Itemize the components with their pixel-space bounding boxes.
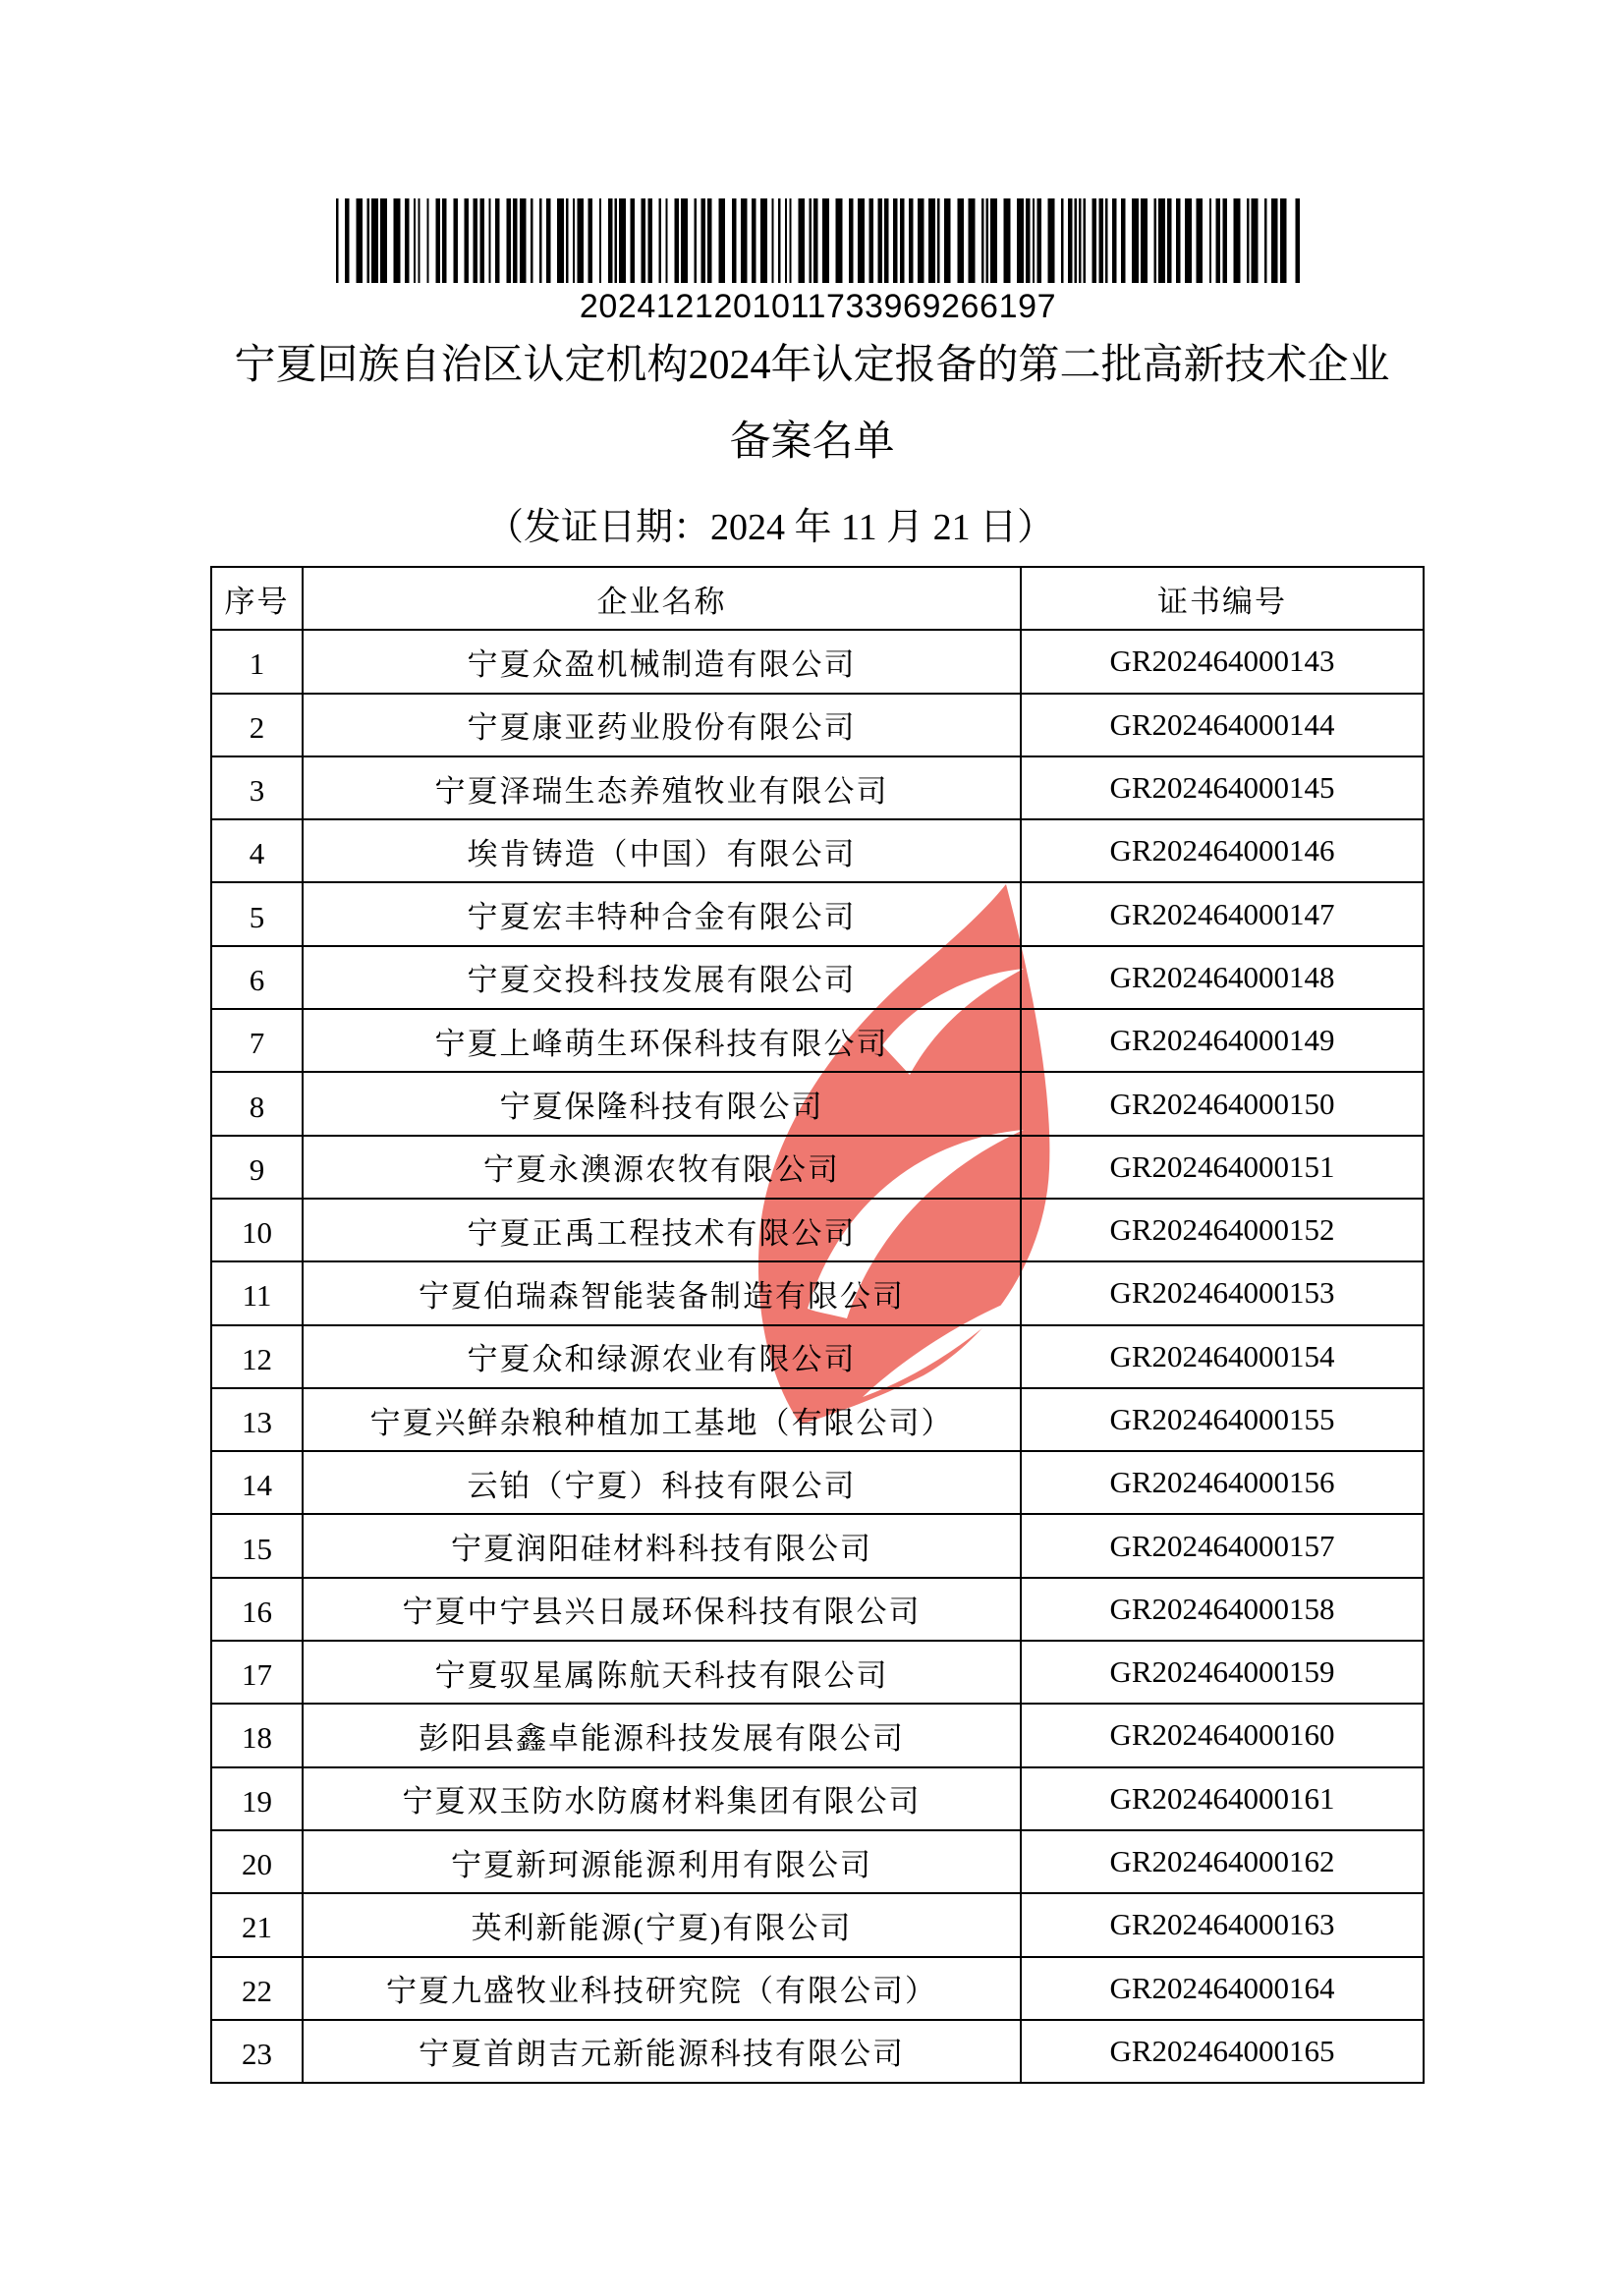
serial-number-cell: 18 <box>211 1704 303 1766</box>
barcode-number: 2024121201011733969266197 <box>579 288 1057 325</box>
table-row <box>211 2020 1424 2083</box>
enterprise-name-cell: 宁夏首朗吉元新能源科技有限公司 <box>303 2020 1021 2083</box>
table-row <box>211 1767 1424 1830</box>
table-row <box>211 819 1424 882</box>
certificate-number-cell: GR202464000162 <box>1021 1830 1424 1893</box>
header-enterprise-name: 企业名称 <box>303 567 1021 630</box>
table-row <box>211 946 1424 1009</box>
table-row <box>211 1009 1424 1072</box>
serial-number-cell: 10 <box>211 1199 303 1261</box>
certificate-number-cell: GR202464000161 <box>1021 1767 1424 1830</box>
serial-number-cell: 1 <box>211 630 303 693</box>
serial-number-cell: 19 <box>211 1767 303 1830</box>
table-row <box>211 1199 1424 1261</box>
enterprise-name-cell: 宁夏新珂源能源利用有限公司 <box>303 1830 1021 1893</box>
table-row <box>211 1261 1424 1324</box>
serial-number-cell: 13 <box>211 1388 303 1451</box>
header-serial-number: 序号 <box>211 567 303 630</box>
enterprise-name-cell: 宁夏双玉防水防腐材料集团有限公司 <box>303 1767 1021 1830</box>
enterprise-name-cell: 彭阳县鑫卓能源科技发展有限公司 <box>303 1704 1021 1766</box>
issue-date: （发证日期：2024 年 11 月 21 日） <box>486 507 1055 548</box>
serial-number-cell: 4 <box>211 819 303 882</box>
serial-number-cell: 8 <box>211 1072 303 1135</box>
serial-number-cell: 21 <box>211 1893 303 1956</box>
enterprise-name-cell: 宁夏泽瑞生态养殖牧业有限公司 <box>303 756 1021 819</box>
table-row <box>211 1893 1424 1956</box>
table-row <box>211 1136 1424 1199</box>
table-row <box>211 1451 1424 1514</box>
certificate-number-cell: GR202464000155 <box>1021 1388 1424 1451</box>
table-row <box>211 1830 1424 1893</box>
serial-number-cell: 22 <box>211 1957 303 2020</box>
certificate-number-cell: GR202464000143 <box>1021 630 1424 693</box>
certificate-number-cell: GR202464000159 <box>1021 1641 1424 1704</box>
enterprise-name-cell: 云铂（宁夏）科技有限公司 <box>303 1451 1021 1514</box>
certificate-number-cell: GR202464000151 <box>1021 1136 1424 1199</box>
enterprise-name-cell: 英利新能源(宁夏)有限公司 <box>303 1893 1021 1956</box>
table-row <box>211 1641 1424 1704</box>
enterprise-name-cell: 宁夏保隆科技有限公司 <box>303 1072 1021 1135</box>
serial-number-cell: 14 <box>211 1451 303 1514</box>
enterprise-name-cell: 宁夏交投科技发展有限公司 <box>303 946 1021 1009</box>
serial-number-cell: 2 <box>211 694 303 756</box>
table-row <box>211 756 1424 819</box>
serial-number-cell: 7 <box>211 1009 303 1072</box>
barcode-icon <box>336 198 1300 283</box>
certificate-number-cell: GR202464000147 <box>1021 882 1424 945</box>
serial-number-cell: 11 <box>211 1261 303 1324</box>
table-header-row <box>211 567 1424 630</box>
table-row <box>211 630 1424 693</box>
certificate-number-cell: GR202464000144 <box>1021 694 1424 756</box>
certificate-number-cell: GR202464000152 <box>1021 1199 1424 1261</box>
table-row <box>211 1514 1424 1577</box>
enterprise-name-cell: 宁夏上峰萌生环保科技有限公司 <box>303 1009 1021 1072</box>
enterprise-name-cell: 宁夏驭星属陈航天科技有限公司 <box>303 1641 1021 1704</box>
enterprise-name-cell: 宁夏中宁县兴日晟环保科技有限公司 <box>303 1578 1021 1641</box>
table-body <box>211 630 1424 2083</box>
certificate-number-cell: GR202464000163 <box>1021 1893 1424 1956</box>
serial-number-cell: 6 <box>211 946 303 1009</box>
document-title: 宁夏回族自治区认定机构2024年认定报备的第二批高新技术企业 <box>234 343 1390 388</box>
serial-number-cell: 17 <box>211 1641 303 1704</box>
enterprise-name-cell: 宁夏伯瑞森智能装备制造有限公司 <box>303 1261 1021 1324</box>
enterprise-name-cell: 埃肯铸造（中国）有限公司 <box>303 819 1021 882</box>
document-title-line-2: 备案名单 <box>729 420 895 465</box>
enterprise-name-cell: 宁夏润阳硅材料科技有限公司 <box>303 1514 1021 1577</box>
certificate-number-cell: GR202464000164 <box>1021 1957 1424 2020</box>
serial-number-cell: 15 <box>211 1514 303 1577</box>
certificate-number-cell: GR202464000145 <box>1021 756 1424 819</box>
table-row <box>211 1704 1424 1766</box>
serial-number-cell: 20 <box>211 1830 303 1893</box>
enterprise-name-cell: 宁夏永澳源农牧有限公司 <box>303 1136 1021 1199</box>
certificate-number-cell: GR202464000150 <box>1021 1072 1424 1135</box>
table-row <box>211 1578 1424 1641</box>
certificate-number-cell: GR202464000154 <box>1021 1325 1424 1388</box>
certificate-number-cell: GR202464000165 <box>1021 2020 1424 2083</box>
enterprise-name-cell: 宁夏康亚药业股份有限公司 <box>303 694 1021 756</box>
table-row <box>211 1325 1424 1388</box>
serial-number-cell: 23 <box>211 2020 303 2083</box>
table-row <box>211 1388 1424 1451</box>
serial-number-cell: 5 <box>211 882 303 945</box>
enterprise-name-cell: 宁夏宏丰特种合金有限公司 <box>303 882 1021 945</box>
enterprise-name-cell: 宁夏九盛牧业科技研究院（有限公司） <box>303 1957 1021 2020</box>
enterprise-table <box>210 566 1425 2084</box>
certificate-number-cell: GR202464000160 <box>1021 1704 1424 1766</box>
enterprise-name-cell: 宁夏众盈机械制造有限公司 <box>303 630 1021 693</box>
enterprise-name-cell: 宁夏兴鲜杂粮种植加工基地（有限公司） <box>303 1388 1021 1451</box>
serial-number-cell: 12 <box>211 1325 303 1388</box>
certificate-number-cell: GR202464000158 <box>1021 1578 1424 1641</box>
certificate-number-cell: GR202464000157 <box>1021 1514 1424 1577</box>
certificate-number-cell: GR202464000146 <box>1021 819 1424 882</box>
serial-number-cell: 16 <box>211 1578 303 1641</box>
serial-number-cell: 9 <box>211 1136 303 1199</box>
table-row <box>211 1957 1424 2020</box>
enterprise-name-cell: 宁夏正禹工程技术有限公司 <box>303 1199 1021 1261</box>
certificate-number-cell: GR202464000148 <box>1021 946 1424 1009</box>
serial-number-cell: 3 <box>211 756 303 819</box>
table-row <box>211 882 1424 945</box>
table-row <box>211 1072 1424 1135</box>
certificate-number-cell: GR202464000149 <box>1021 1009 1424 1072</box>
certificate-number-cell: GR202464000156 <box>1021 1451 1424 1514</box>
certificate-number-cell: GR202464000153 <box>1021 1261 1424 1324</box>
table-row <box>211 694 1424 756</box>
enterprise-name-cell: 宁夏众和绿源农业有限公司 <box>303 1325 1021 1388</box>
header-certificate-number: 证书编号 <box>1021 567 1424 630</box>
